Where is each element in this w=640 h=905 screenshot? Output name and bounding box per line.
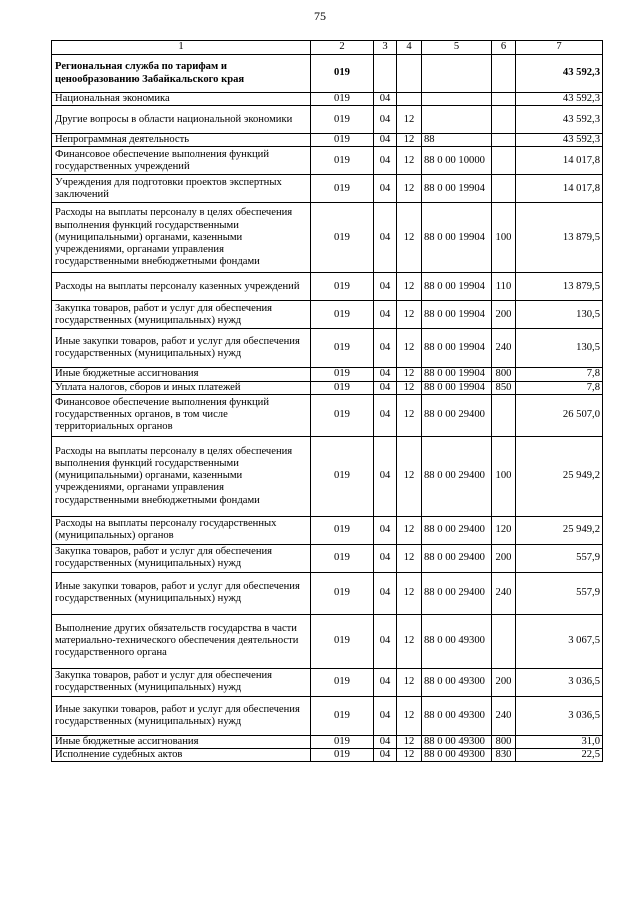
row-target-article-cell: 88 0 00 29400 (422, 544, 492, 572)
row-section-cell: 04 (374, 301, 397, 329)
row-section-cell: 04 (374, 544, 397, 572)
row-expense-type-cell: 800 (492, 735, 516, 748)
row-subsection-cell: 12 (397, 301, 422, 329)
row-target-article-cell: 88 0 00 29400 (422, 572, 492, 614)
row-name-cell: Иные закупки товаров, работ и услуг для обеспечения государственных (муниципальных) нужд (52, 572, 311, 614)
row-section-cell: 04 (374, 273, 397, 301)
row-amount-cell: 22,5 (516, 749, 603, 762)
row-gov-code-cell: 019 (311, 572, 374, 614)
row-subsection-cell: 12 (397, 614, 422, 668)
row-target-article-cell: 88 0 00 19904 (422, 368, 492, 381)
row-subsection-cell: 12 (397, 175, 422, 203)
row-expense-type-cell: 850 (492, 381, 516, 394)
row-subsection-cell: 12 (397, 668, 422, 696)
table-row (52, 394, 603, 436)
row-expense-type-cell (492, 106, 516, 134)
column-header: 3 (374, 41, 397, 55)
row-name-cell: Иные бюджетные ассигнования (52, 735, 311, 748)
column-header-row (52, 41, 603, 55)
column-header: 4 (397, 41, 422, 55)
row-name-cell: Иные закупки товаров, работ и услуг для обеспечения государственных (муниципальных) нужд (52, 329, 311, 368)
row-target-article-cell (422, 106, 492, 134)
row-expense-type-cell (492, 175, 516, 203)
row-gov-code-cell: 019 (311, 147, 374, 175)
table-row (52, 55, 603, 93)
row-gov-code-cell: 019 (311, 394, 374, 436)
row-section-cell: 04 (374, 572, 397, 614)
row-name-cell: Финансовое обеспечение выполнения функций государственных учреждений (52, 147, 311, 175)
table-row (52, 516, 603, 544)
row-subsection-cell: 12 (397, 749, 422, 762)
row-subsection-cell: 12 (397, 516, 422, 544)
row-section-cell: 04 (374, 436, 397, 516)
row-subsection-cell: 12 (397, 147, 422, 175)
row-amount-cell: 43 592,3 (516, 134, 603, 147)
row-expense-type-cell (492, 147, 516, 175)
row-subsection-cell: 12 (397, 572, 422, 614)
table-row (52, 544, 603, 572)
table-row (52, 368, 603, 381)
row-gov-code-cell: 019 (311, 301, 374, 329)
row-amount-cell: 14 017,8 (516, 147, 603, 175)
column-header: 5 (422, 41, 492, 55)
row-subsection-cell: 12 (397, 436, 422, 516)
row-section-cell: 04 (374, 668, 397, 696)
row-section-cell: 04 (374, 93, 397, 106)
row-name-cell: Исполнение судебных актов (52, 749, 311, 762)
row-section-cell: 04 (374, 381, 397, 394)
row-name-cell: Иные бюджетные ассигнования (52, 368, 311, 381)
row-target-article-cell: 88 0 00 49300 (422, 749, 492, 762)
row-gov-code-cell: 019 (311, 436, 374, 516)
row-expense-type-cell (492, 134, 516, 147)
row-amount-cell: 13 879,5 (516, 273, 603, 301)
row-subsection-cell: 12 (397, 394, 422, 436)
row-subsection-cell: 12 (397, 544, 422, 572)
row-amount-cell: 130,5 (516, 329, 603, 368)
row-gov-code-cell: 019 (311, 668, 374, 696)
row-amount-cell: 43 592,3 (516, 106, 603, 134)
row-gov-code-cell: 019 (311, 735, 374, 748)
row-gov-code-cell: 019 (311, 175, 374, 203)
row-amount-cell: 25 949,2 (516, 516, 603, 544)
row-expense-type-cell: 120 (492, 516, 516, 544)
row-section-cell: 04 (374, 749, 397, 762)
row-section-cell (374, 55, 397, 93)
row-gov-code-cell: 019 (311, 273, 374, 301)
row-gov-code-cell: 019 (311, 381, 374, 394)
table-row (52, 572, 603, 614)
row-subsection-cell (397, 55, 422, 93)
row-gov-code-cell: 019 (311, 614, 374, 668)
row-target-article-cell: 88 0 00 29400 (422, 436, 492, 516)
table-row (52, 668, 603, 696)
row-target-article-cell: 88 0 00 19904 (422, 175, 492, 203)
row-name-cell: Расходы на выплаты персоналу казенных учреждений (52, 273, 311, 301)
table-row (52, 147, 603, 175)
row-target-article-cell: 88 0 00 19904 (422, 301, 492, 329)
row-amount-cell: 43 592,3 (516, 93, 603, 106)
page-number: 75 (314, 9, 326, 23)
row-name-cell: Уплата налогов, сборов и иных платежей (52, 381, 311, 394)
row-expense-type-cell: 240 (492, 696, 516, 735)
row-amount-cell: 3 036,5 (516, 696, 603, 735)
row-target-article-cell: 88 0 00 29400 (422, 394, 492, 436)
row-name-cell: Закупка товаров, работ и услуг для обеспечения государственных (муниципальных) нужд (52, 544, 311, 572)
row-name-cell: Национальная экономика (52, 93, 311, 106)
row-amount-cell: 557,9 (516, 544, 603, 572)
table-row (52, 735, 603, 748)
row-target-article-cell: 88 0 00 19904 (422, 329, 492, 368)
row-amount-cell: 557,9 (516, 572, 603, 614)
column-header: 6 (492, 41, 516, 55)
row-subsection-cell: 12 (397, 203, 422, 273)
row-name-cell: Выполнение других обязательств государства в части материально-технического обеспечения деятельности государственного органа (52, 614, 311, 668)
row-expense-type-cell: 110 (492, 273, 516, 301)
row-amount-cell: 31,0 (516, 735, 603, 748)
table-row (52, 436, 603, 516)
table-row (52, 175, 603, 203)
row-subsection-cell: 12 (397, 368, 422, 381)
row-name-cell: Учреждения для подготовки проектов экспертных заключений (52, 175, 311, 203)
row-gov-code-cell: 019 (311, 106, 374, 134)
row-subsection-cell: 12 (397, 381, 422, 394)
row-amount-cell: 14 017,8 (516, 175, 603, 203)
row-gov-code-cell: 019 (311, 696, 374, 735)
column-header: 7 (516, 41, 603, 55)
row-target-article-cell: 88 0 00 10000 (422, 147, 492, 175)
table-row (52, 134, 603, 147)
table-row (52, 106, 603, 134)
table-row (52, 273, 603, 301)
row-section-cell: 04 (374, 329, 397, 368)
column-header: 2 (311, 41, 374, 55)
row-target-article-cell: 88 0 00 49300 (422, 668, 492, 696)
row-target-article-cell: 88 0 00 19904 (422, 381, 492, 394)
row-gov-code-cell: 019 (311, 203, 374, 273)
row-subsection-cell: 12 (397, 134, 422, 147)
table-row (52, 329, 603, 368)
row-name-cell: Расходы на выплаты персоналу в целях обеспечения выполнения функций государственными (муниципальными) органами, казенными учреждениями, органами управления государственными внебюджетными фондами (52, 203, 311, 273)
row-target-article-cell: 88 0 00 49300 (422, 696, 492, 735)
table-row (52, 203, 603, 273)
table-row (52, 696, 603, 735)
budget-table (51, 40, 603, 762)
row-section-cell: 04 (374, 175, 397, 203)
row-amount-cell: 13 879,5 (516, 203, 603, 273)
row-target-article-cell: 88 0 00 49300 (422, 735, 492, 748)
row-name-cell: Иные закупки товаров, работ и услуг для обеспечения государственных (муниципальных) нужд (52, 696, 311, 735)
row-section-cell: 04 (374, 147, 397, 175)
row-amount-cell: 7,8 (516, 368, 603, 381)
row-name-cell: Расходы на выплаты персоналу государственных (муниципальных) органов (52, 516, 311, 544)
row-gov-code-cell: 019 (311, 368, 374, 381)
row-target-article-cell (422, 55, 492, 93)
row-section-cell: 04 (374, 203, 397, 273)
row-expense-type-cell (492, 55, 516, 93)
row-gov-code-cell: 019 (311, 134, 374, 147)
row-expense-type-cell: 100 (492, 436, 516, 516)
row-expense-type-cell: 200 (492, 544, 516, 572)
row-name-cell: Закупка товаров, работ и услуг для обеспечения государственных (муниципальных) нужд (52, 301, 311, 329)
row-target-article-cell: 88 0 00 49300 (422, 614, 492, 668)
row-subsection-cell: 12 (397, 106, 422, 134)
row-section-cell: 04 (374, 516, 397, 544)
row-name-cell: Расходы на выплаты персоналу в целях обеспечения выполнения функций государственными (муниципальными) органами, казенными учреждениями, органами управления государственными внебюджетными фондами (52, 436, 311, 516)
row-target-article-cell (422, 93, 492, 106)
row-section-cell: 04 (374, 134, 397, 147)
table-row (52, 614, 603, 668)
row-expense-type-cell: 200 (492, 668, 516, 696)
row-gov-code-cell: 019 (311, 749, 374, 762)
row-amount-cell: 7,8 (516, 381, 603, 394)
row-expense-type-cell (492, 394, 516, 436)
row-expense-type-cell (492, 614, 516, 668)
row-target-article-cell: 88 0 00 19904 (422, 273, 492, 301)
row-name-cell: Другие вопросы в области национальной экономики (52, 106, 311, 134)
row-section-cell: 04 (374, 696, 397, 735)
table-row (52, 93, 603, 106)
row-amount-cell: 3 036,5 (516, 668, 603, 696)
row-gov-code-cell: 019 (311, 516, 374, 544)
row-section-cell: 04 (374, 106, 397, 134)
row-target-article-cell: 88 (422, 134, 492, 147)
row-section-cell: 04 (374, 735, 397, 748)
row-amount-cell: 43 592,3 (516, 55, 603, 93)
row-amount-cell: 130,5 (516, 301, 603, 329)
row-amount-cell: 25 949,2 (516, 436, 603, 516)
row-subsection-cell: 12 (397, 735, 422, 748)
row-gov-code-cell: 019 (311, 544, 374, 572)
table-row (52, 301, 603, 329)
row-expense-type-cell: 200 (492, 301, 516, 329)
row-subsection-cell (397, 93, 422, 106)
row-expense-type-cell: 100 (492, 203, 516, 273)
row-section-cell: 04 (374, 394, 397, 436)
row-name-cell: Региональная служба по тарифам и ценообразованию Забайкальского края (52, 55, 311, 93)
row-gov-code-cell: 019 (311, 329, 374, 368)
row-subsection-cell: 12 (397, 696, 422, 735)
table-row (52, 381, 603, 394)
row-subsection-cell: 12 (397, 329, 422, 368)
row-expense-type-cell: 240 (492, 572, 516, 614)
row-target-article-cell: 88 0 00 19904 (422, 203, 492, 273)
row-gov-code-cell: 019 (311, 93, 374, 106)
row-expense-type-cell: 800 (492, 368, 516, 381)
row-name-cell: Непрограммная деятельность (52, 134, 311, 147)
row-section-cell: 04 (374, 614, 397, 668)
table-row (52, 749, 603, 762)
row-expense-type-cell: 830 (492, 749, 516, 762)
row-subsection-cell: 12 (397, 273, 422, 301)
row-expense-type-cell: 240 (492, 329, 516, 368)
row-name-cell: Закупка товаров, работ и услуг для обеспечения государственных (муниципальных) нужд (52, 668, 311, 696)
row-name-cell: Финансовое обеспечение выполнения функций государственных органов, в том числе территориальных органов (52, 394, 311, 436)
row-amount-cell: 3 067,5 (516, 614, 603, 668)
row-amount-cell: 26 507,0 (516, 394, 603, 436)
column-header: 1 (52, 41, 311, 55)
row-target-article-cell: 88 0 00 29400 (422, 516, 492, 544)
row-section-cell: 04 (374, 368, 397, 381)
row-expense-type-cell (492, 93, 516, 106)
row-gov-code-cell: 019 (311, 55, 374, 93)
